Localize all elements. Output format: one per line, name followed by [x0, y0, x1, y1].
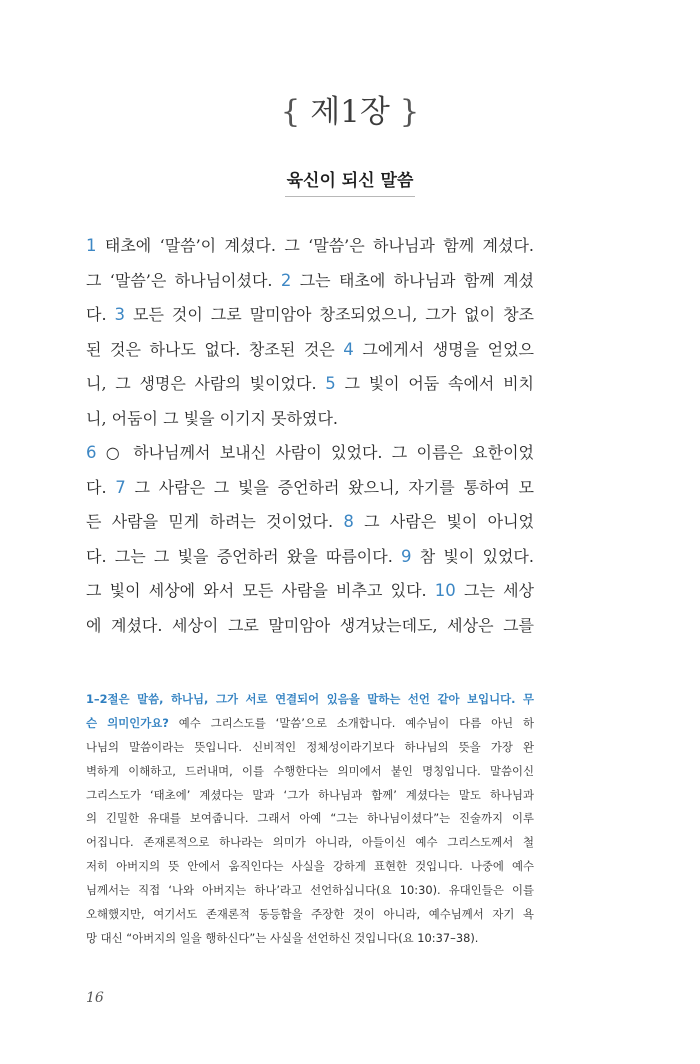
commentary-line [86, 688, 534, 712]
verse-text: 그 사람은 그 빛을 증언하러 왔으니, 자기를 통하여 모 [125, 477, 534, 497]
commentary-question: 슨 의미인가요? [86, 715, 169, 730]
verse-text: 그 ‘말씀’은 하나님이셨다. [86, 270, 281, 290]
commentary-box [86, 688, 534, 951]
scripture-line [86, 402, 534, 437]
verse-number: 10 [434, 581, 456, 600]
verse-text: 된 것은 하나도 없다. 창조된 것은 [86, 339, 344, 359]
verse-number: 2 [280, 270, 292, 290]
verse-text: ○ 하나님께서 보내신 사람이 있었다. 그 이름은 요한이었 [96, 443, 534, 462]
scripture-line [86, 367, 534, 402]
commentary-line [86, 736, 534, 760]
page-number: 16 [86, 990, 104, 1006]
verse-text: 에 계셨다. 세상이 그로 말미암아 생겨났는데도, 세상은 그를 [86, 615, 534, 635]
commentary-line [86, 760, 534, 784]
verse-text: 그 빛이 세상에 와서 모든 사람을 비추고 있다. [86, 581, 435, 600]
scripture-line [86, 264, 534, 299]
verse-number: 8 [343, 512, 354, 531]
commentary-text: 의 긴밀한 유대를 보여줍니다. 그래서 아예 “그는 하나님이셨다”는 진술까지 이루 [86, 811, 534, 826]
commentary-line [86, 784, 534, 808]
commentary-text: 어집니다. 존재론적으로 하나라는 의미가 아니라, 아들이신 예수 그리스도께서 철 [86, 835, 534, 850]
commentary-line [86, 879, 534, 903]
commentary-line [86, 807, 534, 831]
verse-text: 그는 세상 [455, 581, 534, 600]
commentary-line [86, 855, 534, 879]
scripture-line [86, 436, 534, 471]
commentary-text: 예수 그리스도를 ‘말씀’으로 소개합니다. 예수님이 다름 아닌 하 [168, 715, 534, 730]
verse-number: 5 [325, 374, 336, 393]
scripture-line [86, 333, 534, 368]
verse-number: 6 [86, 443, 97, 462]
commentary-line [86, 712, 534, 736]
verse-number: 4 [343, 339, 354, 359]
commentary-text: 님께서는 직접 ‘나와 아버지는 하나’라고 선언하십니다(요 10:30). 유대인들은 이를 [86, 883, 534, 898]
verse-text: 다. [86, 477, 116, 497]
chapter-title [0, 86, 700, 131]
verse-text: 그는 태초에 하나님과 함께 계셨 [291, 270, 535, 290]
verse-text: 그 사람은 빛이 아니었 [353, 512, 535, 531]
commentary-text: 그리스도가 ‘태초에’ 계셨다는 말과 ‘그가 하나님과 함께’ 계셨다는 말도 하나님과 [86, 787, 534, 802]
commentary-line [86, 831, 534, 855]
verse-text: 다. 그는 그 빛을 증언하러 왔을 따름이다. [86, 546, 401, 566]
commentary-text: 저히 아버지의 뜻 안에서 움직인다는 사실을 강하게 표현한 것입니다. 나중에 예수 [86, 859, 534, 874]
verse-number: 7 [115, 477, 126, 497]
verse-text: 니, 그 생명은 사람의 빛이었다. [86, 374, 326, 393]
verse-text: 니, 어둠이 그 빛을 이기지 못하였다. [86, 408, 338, 428]
scripture-line [86, 229, 534, 264]
chapter-close-brace: } [399, 94, 420, 130]
commentary-question: 1–2절은 말씀, 하나님, 그가 서로 연결되어 있음을 말하는 선언 같아 보입니다. 무 [86, 692, 534, 706]
verse-text: 태초에 ‘말씀’이 계셨다. 그 ‘말씀’은 하나님과 함께 계셨다. [96, 236, 534, 255]
scripture-line [86, 298, 534, 333]
scripture-line [86, 540, 534, 575]
section-title [0, 166, 700, 197]
chapter-open-brace: { [280, 94, 301, 130]
commentary-line [86, 927, 534, 951]
verse-text: 든 사람을 믿게 하려는 것이었다. [86, 512, 344, 531]
commentary-text: 오해했지만, 여기서도 존재론적 동등함을 주장한 것이 아니라, 예수님께서 자기 욕 [86, 907, 534, 922]
section-title-text: 육신이 되신 말씀 [285, 166, 416, 197]
commentary-text: 망 대신 “아버지의 일을 행하신다”는 사실을 선언하신 것입니다(요 10:37–38). [86, 930, 479, 945]
scripture-line [86, 505, 534, 540]
verse-text: 그 빛이 어둠 속에서 비치 [335, 374, 534, 393]
verse-text: 참 빛이 있었다. [411, 546, 534, 566]
verse-number: 3 [114, 305, 126, 324]
commentary-text: 벽하게 이해하고, 드러내며, 이를 수행한다는 의미에서 붙인 명칭입니다. 말씀이신 [86, 763, 534, 778]
scripture-line [86, 471, 534, 506]
verse-text: 모든 것이 그로 말미암아 창조되었으니, 그가 없이 창조 [125, 305, 534, 324]
scripture-text [86, 229, 534, 643]
scripture-line [86, 609, 534, 644]
commentary-line [86, 903, 534, 927]
chapter-label: 제1장 [310, 94, 390, 130]
verse-number: 9 [401, 546, 412, 566]
verse-number: 1 [86, 236, 97, 255]
scripture-line [86, 574, 534, 609]
verse-text: 다. [86, 305, 115, 324]
commentary-text: 나님의 말씀이라는 뜻입니다. 신비적인 정체성이라기보다 하나님의 뜻을 가장 완 [86, 739, 534, 754]
verse-text: 그에게서 생명을 얻었으 [353, 339, 534, 359]
